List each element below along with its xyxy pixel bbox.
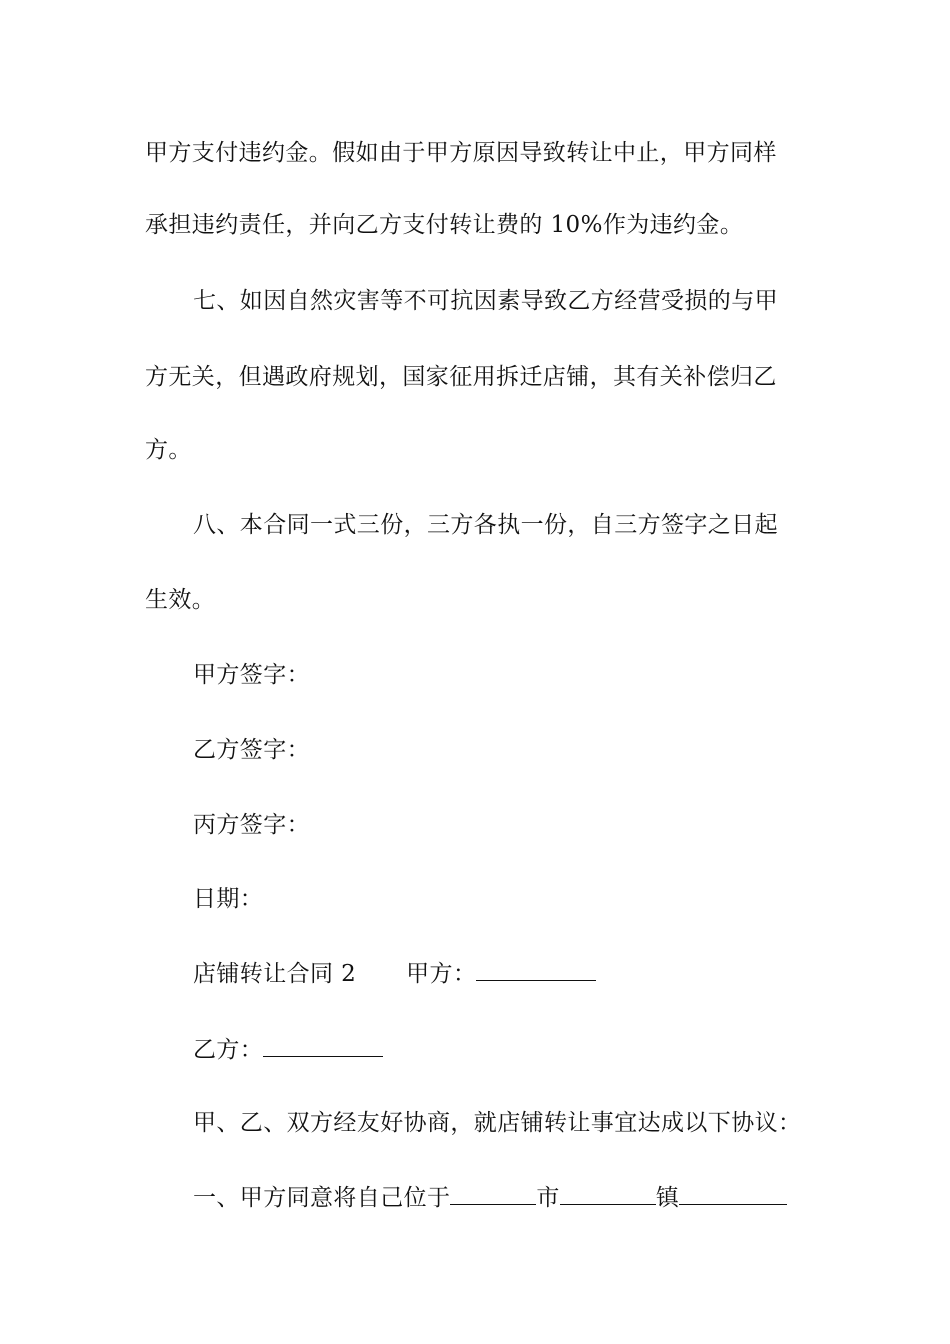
date-label bbox=[193, 884, 810, 914]
paragraph-line bbox=[145, 138, 810, 168]
line-text: 七、如因自然灾害等不可抗因素导致乙方经营受损的与甲 bbox=[193, 288, 778, 314]
city-label: 市 bbox=[536, 1185, 560, 1211]
party-b-line bbox=[193, 1034, 810, 1065]
line-text: 丙方签字： bbox=[193, 812, 310, 838]
line-text: 乙方签字： bbox=[193, 737, 310, 763]
line-text: 生效。 bbox=[145, 587, 216, 613]
agreement-intro-line bbox=[193, 1108, 810, 1138]
party-a-signature-label bbox=[193, 660, 810, 690]
clause-8-line bbox=[193, 510, 810, 540]
line-text: 八、本合同一式三份，三方各执一份，自三方签字之日起 bbox=[193, 512, 778, 538]
party-c-signature-label bbox=[193, 810, 810, 840]
line-text: 甲方支付违约金。假如由于甲方原因导致转让中止，甲方同样 bbox=[145, 140, 777, 166]
party-a-label: 甲方： bbox=[406, 961, 477, 987]
city-blank bbox=[450, 1182, 536, 1205]
clause-1-line bbox=[193, 1182, 810, 1213]
paragraph-line bbox=[145, 210, 810, 240]
line-text: 甲、乙、双方经友好协商，就店铺转让事宜达成以下协议： bbox=[193, 1110, 802, 1136]
party-a-blank bbox=[476, 958, 596, 981]
line-text: 日期： bbox=[193, 886, 264, 912]
party-b-blank bbox=[263, 1034, 383, 1057]
paragraph-line bbox=[145, 362, 810, 392]
paragraph-line bbox=[145, 435, 810, 465]
contract-title: 店铺转让合同 2 bbox=[193, 961, 357, 987]
line-text: 甲方签字： bbox=[193, 662, 310, 688]
party-b-label: 乙方： bbox=[193, 1037, 264, 1063]
clause-7-line bbox=[193, 286, 810, 316]
town-blank bbox=[560, 1182, 656, 1205]
address-blank bbox=[679, 1182, 787, 1205]
line-text: 方。 bbox=[145, 437, 192, 463]
paragraph-line bbox=[145, 585, 810, 615]
party-b-signature-label bbox=[193, 735, 810, 765]
line-text: 一、甲方同意将自己位于 bbox=[193, 1185, 451, 1211]
line-text: 方无关，但遇政府规划，国家征用拆迁店铺，其有关补偿归乙 bbox=[145, 364, 777, 390]
town-label: 镇 bbox=[655, 1185, 680, 1211]
line-text: 承担违约责任，并向乙方支付转让费的 10%作为违约金。 bbox=[145, 212, 744, 238]
contract-2-heading-line bbox=[193, 958, 810, 989]
